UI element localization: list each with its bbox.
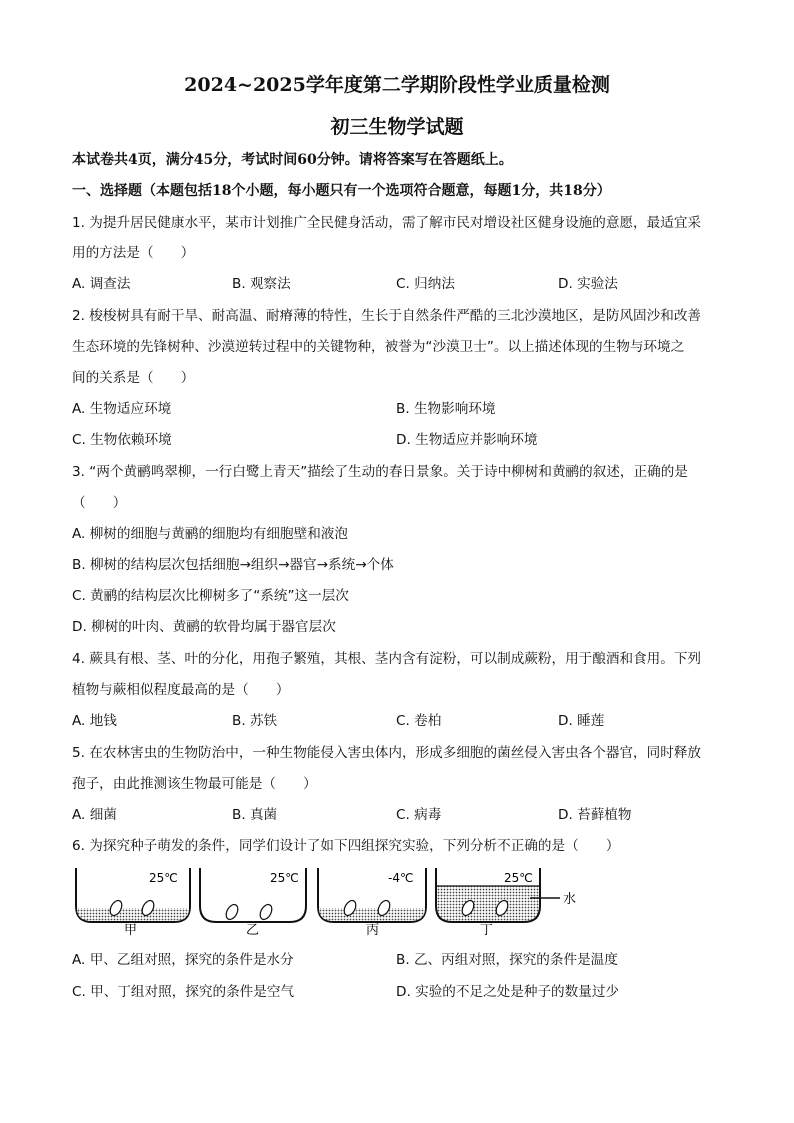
question-2-option-a: A. 生物适应环境 [72,401,172,417]
question-2-line-2: 生态环境的先锋树种、沙漠逆转过程中的关键物种，被誉为“沙漠卫士”。以上描述体现的生物与环境之 [72,339,685,355]
beaker-ding-label: 丁 [480,923,494,936]
exam-notice: 本试卷共4页，满分45分，考试时间60分钟。请将答案写在答题纸上。 [72,152,513,168]
beaker-ding-temp: 25℃ [504,871,533,885]
question-6-option-b: B. 乙、丙组对照，探究的条件是温度 [396,952,618,968]
beaker-ding [436,868,576,936]
question-5-option-a: A. 细菌 [72,807,117,823]
question-4-option-d: D. 睡莲 [558,713,605,729]
beaker-bing [318,868,426,936]
question-2-option-d: D. 生物适应并影响环境 [396,432,538,448]
question-6-option-a: A. 甲、乙组对照，探究的条件是水分 [72,952,294,968]
question-1-option-b: B. 观察法 [232,276,291,292]
question-1-option-c: C. 归纳法 [396,276,455,292]
beaker-jia [76,868,190,936]
question-2-option-c: C. 生物依赖环境 [72,432,172,448]
question-5-option-d: D. 苔藓植物 [558,807,632,823]
water-label: 水 [563,892,577,907]
beaker-yi-label: 乙 [246,923,260,936]
beaker-bing-label: 丙 [366,923,380,936]
beaker-yi [200,868,306,936]
question-6-option-c: C. 甲、丁组对照，探究的条件是空气 [72,984,295,1000]
exam-title: 2024~2025学年度第二学期阶段性学业质量检测 [184,74,610,96]
beaker-yi-temp: 25℃ [270,871,299,885]
question-3-option-c: C. 黄鹂的结构层次比柳树多了“系统”这一层次 [72,588,349,604]
question-3-option-b: B. 柳树的结构层次包括细胞→组织→器官→系统→个体 [72,557,394,573]
question-2-option-b: B. 生物影响环境 [396,401,496,417]
question-3-line-1: 3. “两个黄鹂鸣翠柳，一行白鹭上青天”描绘了生动的春日景象。关于诗中柳树和黄鹂的叙述，正确的是 [72,464,688,480]
question-6-option-d: D. 实验的不足之处是种子的数量过少 [396,984,620,1000]
question-2-line-3: 间的关系是（ ） [72,370,195,386]
question-5-option-c: C. 病毒 [396,807,442,823]
question-4-line-1: 4. 蕨具有根、茎、叶的分化，用孢子繁殖，其根、茎内含有淀粉，可以制成蕨粉，用于酿酒和食用。下列 [72,651,702,667]
question-5-line-2: 孢子，由此推测该生物最可能是（ ） [72,776,317,792]
question-1-line-2: 用的方法是（ ） [72,245,195,261]
question-3-option-d: D. 柳树的叶肉、黄鹂的软骨均属于器官层次 [72,619,336,635]
question-6-line-1: 6. 为探究种子萌发的条件，同学们设计了如下四组探究实验，下列分析不正确的是（ ） [72,838,620,854]
question-5-option-b: B. 真菌 [232,807,278,823]
question-4-option-c: C. 卷柏 [396,713,442,729]
section-heading: 一、选择题（本题包括18个小题，每小题只有一个选项符合题意，每题1分，共18分） [72,183,611,199]
question-3-option-a: A. 柳树的细胞与黄鹂的细胞均有细胞壁和液泡 [72,526,348,542]
beaker-jia-label: 甲 [124,923,138,936]
question-1-line-1: 1. 为提升居民健康水平，某市计划推广全民健身活动，需了解市民对增设社区健身设施的意愿，最适宜采 [72,215,702,231]
question-3-line-2: （ ） [72,495,127,511]
beaker-jia-temp: 25℃ [149,871,178,885]
question-4-option-a: A. 地钱 [72,713,117,729]
seed-germination-figure [74,864,594,936]
question-4-line-2: 植物与蕨相似程度最高的是（ ） [72,682,290,698]
beaker-bing-temp: -4℃ [388,871,414,885]
question-1-option-d: D. 实验法 [558,276,618,292]
exam-subtitle: 初三生物学试题 [330,116,464,138]
question-1-option-a: A. 调查法 [72,276,131,292]
question-2-line-1: 2. 梭梭树具有耐干旱、耐高温、耐瘠薄的特性，生长于自然条件严酷的三北沙漠地区，是防风固沙和改善 [72,308,702,324]
question-5-line-1: 5. 在农林害虫的生物防治中，一种生物能侵入害虫体内，形成多细胞的菌丝侵入害虫各个器官，同时释放 [72,745,702,761]
question-4-option-b: B. 苏铁 [232,713,278,729]
